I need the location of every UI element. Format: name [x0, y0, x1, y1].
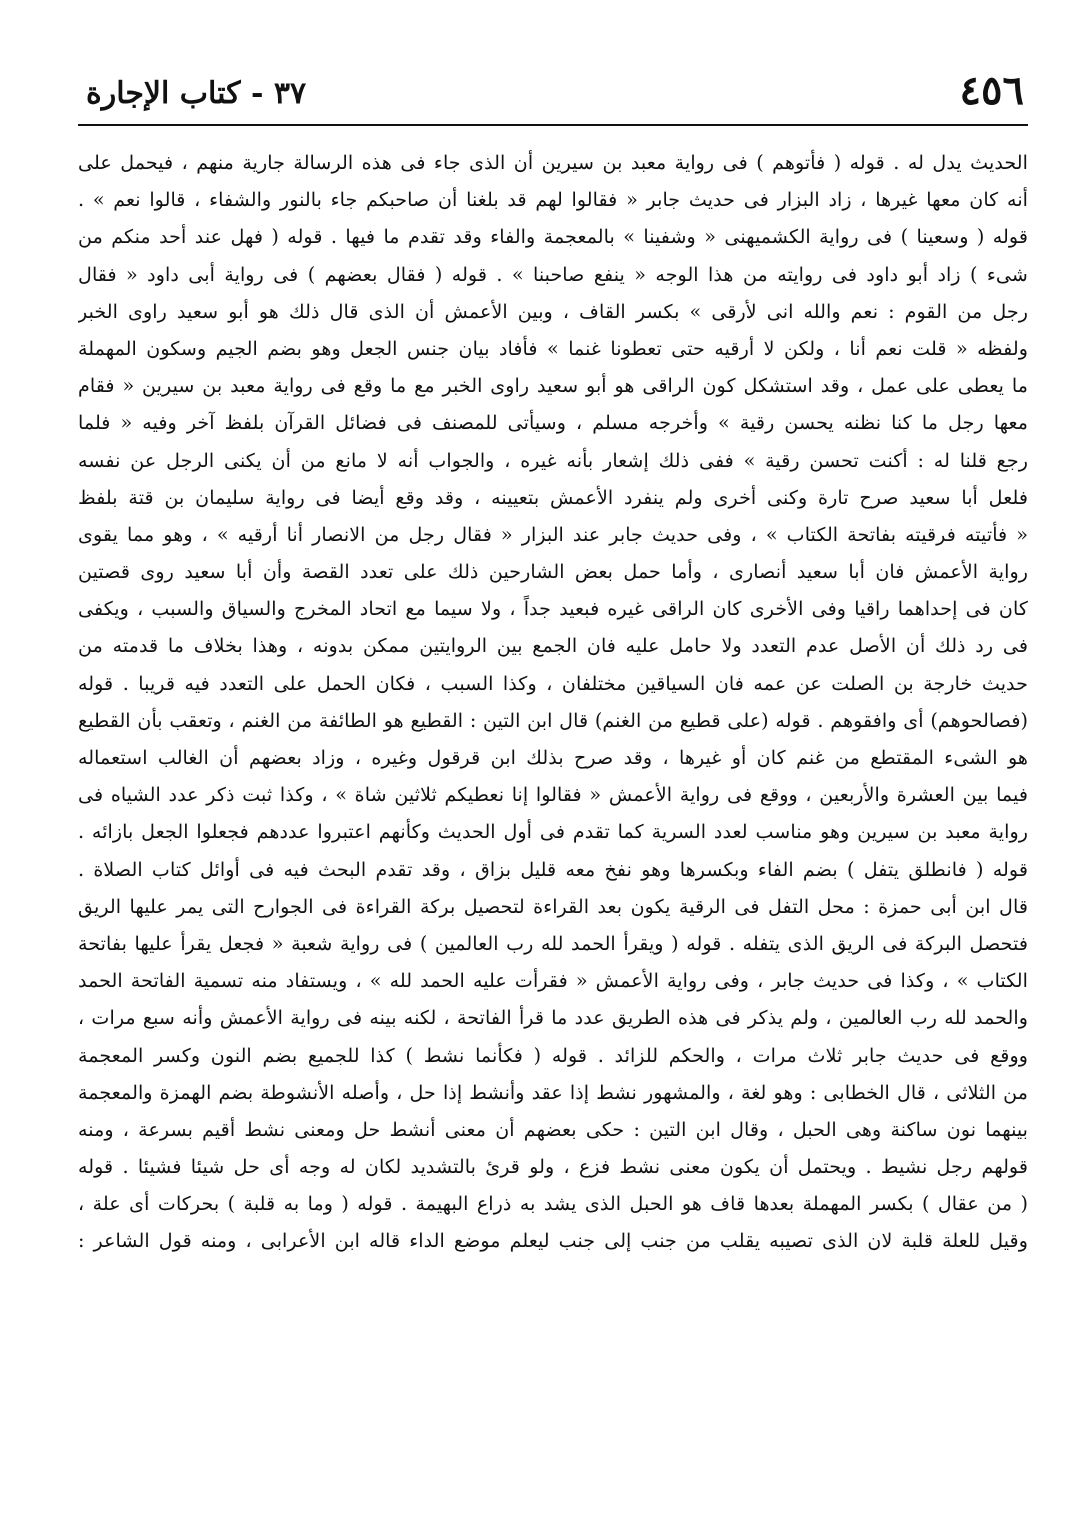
running-head: ٣٧ - كتاب الإجارة [86, 76, 307, 111]
text-line: فلعل أبا سعيد صرح تارة وكنى أخرى ولم ينفرد الأعمش بتعيينه ، وقد وقع أيضا فى رواية سليمان بن قتة بلفظ [78, 485, 1028, 509]
text-line: قوله ( فانطلق يتفل ) بضم الفاء وبكسرها وهو نفخ معه قليل بزاق ، وقد تقدم البحث فيه فى أوائل كتاب الصلاة . [78, 857, 1028, 881]
text-line: بينهما نون ساكنة وهى الحبل ، وقال ابن التين : حكى بعضهم أن معنى أنشط حل ومعنى نشط أقيم بسرعة ، ومنه [78, 1117, 1028, 1141]
text-line: قولهم رجل نشيط . ويحتمل أن يكون معنى نشط فزع ، ولو قرئ بالتشديد لكان له وجه أى حل شيئا فشيئا . قوله [78, 1155, 1028, 1179]
text-line: « فأتيته فرقيته بفاتحة الكتاب » ، وفى حديث جابر عند البزار « فقال رجل من الانصار أنا أرقيه » ، وهو مما يقوى [78, 522, 1028, 546]
text-line: الحديث يدل له . قوله ( فأتوهم ) فى رواية معبد بن سيرين أن الذى جاء فى هذه الرسالة جارية منهم ، فيحمل على [78, 151, 1028, 174]
text-line: فيما بين العشرة والأربعين ، ووقع فى رواية الأعمش « فقالوا إنا نعطيكم ثلاثين شاة » ، وكذا ثبت ذكر عدد الشياه فى [78, 783, 1028, 807]
text-line: الكتاب » ، وكذا فى حديث جابر ، وفى رواية الأعمش « فقرأت عليه الحمد لله » ، ويستفاد منه تسمية الفاتحة الحمد [78, 969, 1028, 993]
text-line: شىء ) زاد أبو داود فى روايته من هذا الوجه « ينفع صاحبنا » . قوله ( فقال بعضهم ) فى رواية أبى داود « فقال [78, 262, 1028, 286]
text-line: هو الشىء المقتطع من غنم كان أو غيرها ، وقد صرح بذلك ابن قرقول وغيره ، وزاد بعضهم أن الغالب استعماله [78, 746, 1028, 769]
body-text [78, 144, 1028, 1260]
text-line: ولفظه « قلت نعم أنا ، ولكن لا أرقيه حتى تعطونا غنما » فأفاد بيان جنس الجعل وهو بضم الجيم وسكون المهملة [78, 336, 1028, 360]
text-line: فى رد ذلك أن الأصل عدم التعدد ولا حامل عليه فان الجمع بين الروايتين ممكن بدونه ، وهذا بخلاف ما قدمته من [78, 634, 1028, 658]
text-line: ووقع فى حديث جابر ثلاث مرات ، والحكم للزائد . قوله ( فكأنما نشط ) كذا للجميع بضم النون وكسر المعجمة [78, 1043, 1028, 1067]
text-line: رواية الأعمش فان أبا سعيد أنصارى ، وأما حمل بعض الشارحين ذلك على تعدد القصة وأن أبا سعيد روى قصتين [78, 560, 1028, 584]
text-line: معها رجل ما كنا نظنه يحسن رقية » وأخرجه مسلم ، وسيأتى للمصنف فى فضائل القرآن بلفظ آخر وفيه « فلما [78, 411, 1028, 435]
text-line: أنه كان معها غيرها ، زاد البزار فى حديث جابر « فقالوا لهم قد بلغنا أن صاحبكم جاء بالنور والشفاء ، قالوا نعم » . [78, 188, 1028, 212]
text-line: ( من عقال ) بكسر المهملة بعدها قاف هو الحبل الذى يشد به ذراع البهيمة . قوله ( وما به قلبة ) بحركات أى علة ، [78, 1192, 1028, 1216]
text-line: قوله ( وسعينا ) فى رواية الكشميهنى « وشفينا » بالمعجمة والفاء وقد تقدم ما فيها . قوله ( فهل عند أحد منكم من [78, 225, 1028, 249]
text-line: رجع قلنا له : أكنت تحسن رقية » ففى ذلك إشعار بأنه غيره ، والجواب أنه لا مانع من أن يكنى الرجل عن نفسه [78, 448, 1028, 472]
text-line: (فصالحوهم) أى وافقوهم . قوله (على قطيع من الغنم) قال ابن التين : القطيع هو الطائفة من الغنم ، وتعقب بأن القطيع [78, 708, 1028, 732]
page [78, 62, 1028, 1502]
text-line: وقيل للعلة قلبة لان الذى تصيبه يقلب من جنب إلى جنب ليعلم موضع الداء قاله ابن الأعرابى ، ومنه قول الشاعر : [78, 1229, 1028, 1253]
text-line: حديث خارجة بن الصلت عن عمه فان السياقين مختلفان ، وكذا السبب ، فكان الحمل على التعدد فيه قريبا . قوله [78, 671, 1028, 695]
text-line: ما يعطى على عمل ، وقد استشكل كون الراقى هو أبو سعيد راوى الخبر مع ما وقع فى رواية معبد بن سيرين « فقام [78, 374, 1028, 398]
text-line: فتحصل البركة فى الريق الذى يتفله . قوله ( ويقرأ الحمد لله رب العالمين ) فى رواية شعبة « فجعل يقرأ عليها بفاتحة [78, 931, 1028, 955]
text-line: والحمد لله رب العالمين ، ولم يذكر فى هذه الطريق عدد ما قرأ الفاتحة ، لكنه بينه فى رواية الأعمش وأنه سبع مرات ، [78, 1006, 1028, 1030]
text-line: رواية معبد بن سيرين وهو مناسب لعدد السرية كما تقدم فى أول الحديث وكأنهم اعتبروا عددهم فجعلوا الجعل بازائه . [78, 820, 1028, 844]
text-line: كان فى إحداهما راقيا وفى الأخرى كان الراقى غيره فبعيد جداً ، ولا سيما مع اتحاد المخرج والسياق والسبب ، ويكفى [78, 597, 1028, 621]
text-line: رجل من القوم : نعم والله انى لأرقى » بكسر القاف ، وبين الأعمش أن الذى قال ذلك هو أبو سعيد راوى الخبر [78, 299, 1028, 323]
text-line: من الثلاثى ، قال الخطابى : وهو لغة ، والمشهور نشط إذا عقد وأنشط إذا حل ، وأصله الأنشوطة بضم الهمزة والمعجمة [78, 1080, 1028, 1104]
page-number: ٤٥٦ [959, 67, 1024, 114]
page-header [78, 62, 1028, 126]
text-line: قال ابن أبى حمزة : محل التفل فى الرقية يكون بعد القراءة لتحصيل بركة القراءة فى الجوارح التى يمر عليها الريق [78, 894, 1028, 918]
